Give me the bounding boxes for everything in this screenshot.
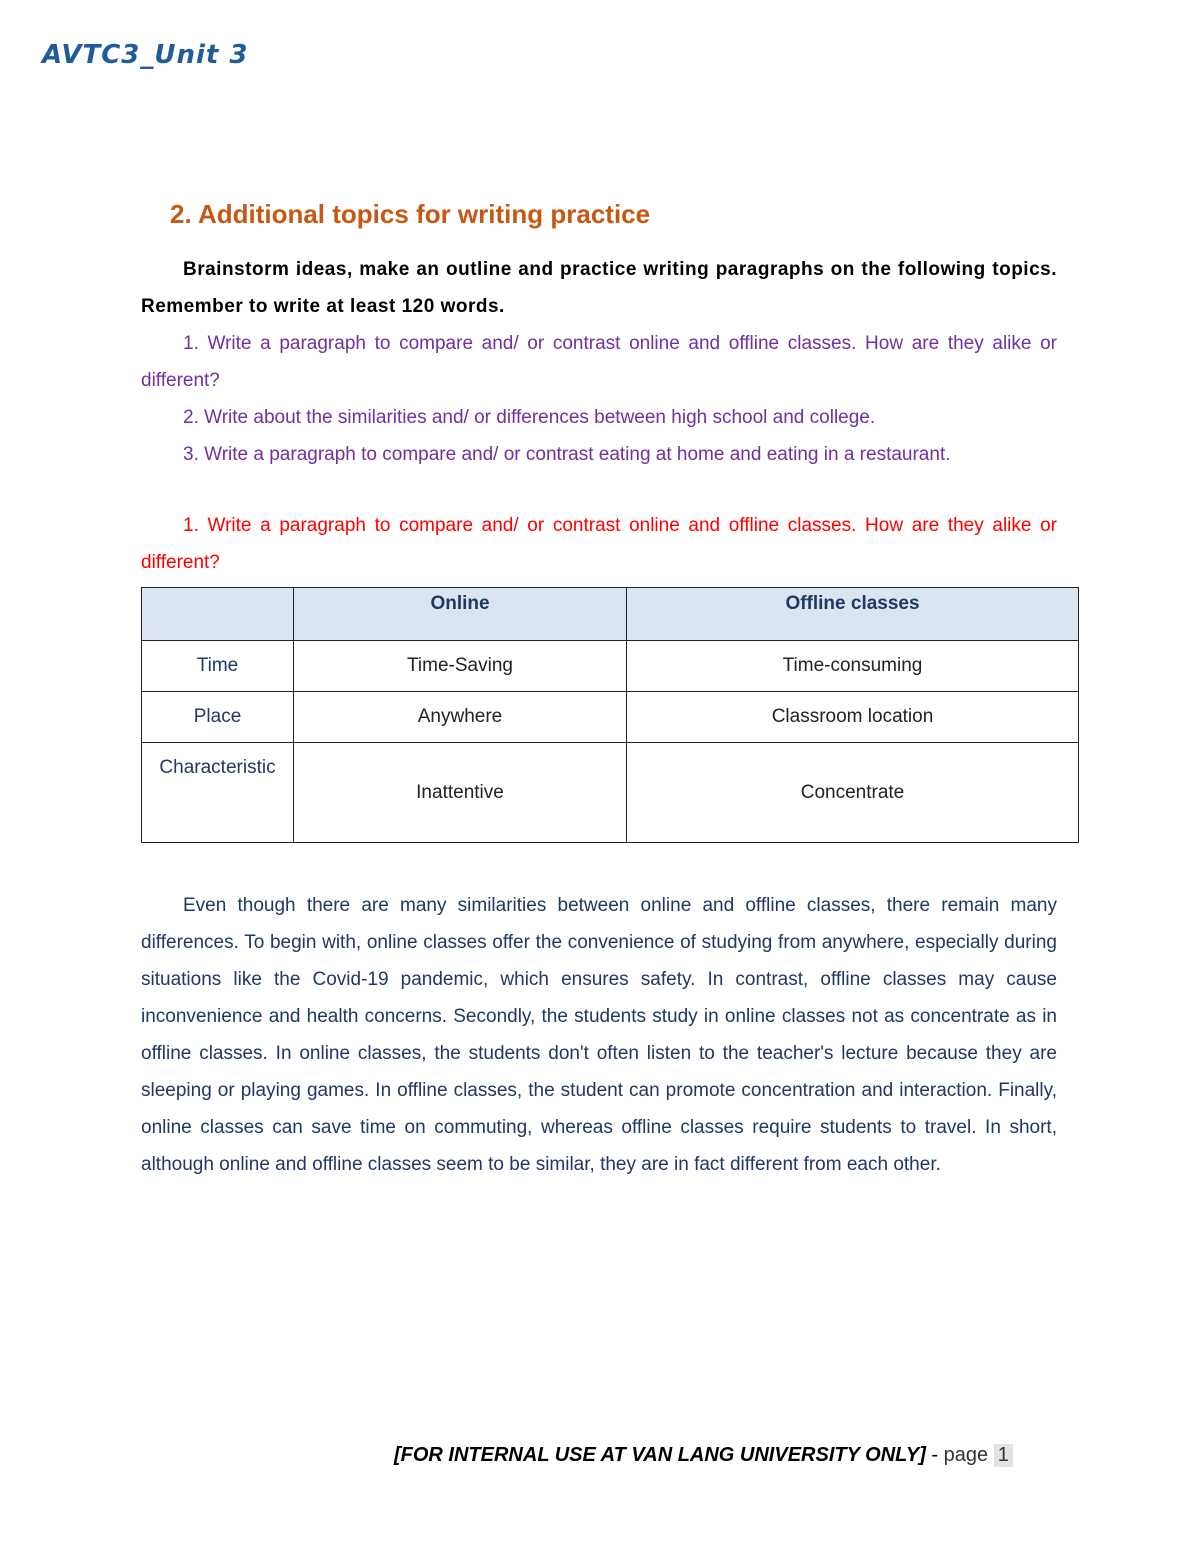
table-row-label: Characteristic — [142, 743, 294, 843]
topic-item-2: 2. Write about the similarities and/ or differences between high school and college. — [183, 407, 876, 428]
table-row — [142, 692, 1079, 743]
document-body — [141, 195, 1057, 1183]
table-cell-offline: Time-consuming — [627, 641, 1079, 692]
table-row-label: Time — [142, 641, 294, 692]
table-header-row — [142, 588, 1079, 641]
page-footer — [394, 1444, 1013, 1467]
table-cell-online: Inattentive — [294, 743, 627, 843]
table-cell-online: Time-Saving — [294, 641, 627, 692]
document-header-title: AVTC3_Unit 3 — [42, 40, 249, 70]
comparison-table — [141, 587, 1079, 843]
table-header-online: Online — [294, 588, 627, 641]
table-cell-offline: Concentrate — [627, 743, 1079, 843]
table-cell-online: Anywhere — [294, 692, 627, 743]
page-number: 1 — [994, 1444, 1013, 1467]
instructions-paragraph: Brainstorm ideas, make an outline and practice writing paragraphs on the following topics. Remember to write at least 120 words. — [141, 259, 1057, 317]
topic-item-1: 1. Write a paragraph to compare and/ or contrast online and offline classes. How are they alike or different? — [141, 333, 1057, 391]
footer-page-label: page — [943, 1444, 989, 1466]
essay-paragraph: Even though there are many similarities between online and offline classes, there remain many differences. To begin with, online classes offer the convenience of studying from anywhere, especially during situations like the Covid-19 pandemic, which ensures safety. In contrast, offline classes may cause inconvenience and health concerns. Secondly, the students study in online classes not as concentrate as in offline classes. In online classes, the students don't often listen to the teacher's lecture because they are sleeping or playing games. In offline classes, the student can promote concentration and interaction. Finally, online classes can save time on commuting, whereas offline classes require students to travel. In short, although online and offline classes seem to be similar, they are in fact different from each other. — [141, 895, 1057, 1175]
topic-item-3: 3. Write a paragraph to compare and/ or contrast eating at home and eating in a restaurant. — [183, 444, 951, 465]
selected-topic: 1. Write a paragraph to compare and/ or contrast online and offline classes. How are they alike or different? — [141, 515, 1057, 573]
section-heading: 2. Additional topics for writing practice — [170, 199, 651, 229]
footer-notice: [FOR INTERNAL USE AT VAN LANG UNIVERSITY ONLY] — [394, 1444, 926, 1466]
footer-separator: - — [925, 1444, 944, 1466]
table-row-label: Place — [142, 692, 294, 743]
table-row — [142, 641, 1079, 692]
table-cell-offline: Classroom location — [627, 692, 1079, 743]
table-header-offline: Offline classes — [627, 588, 1079, 641]
table-row — [142, 743, 1079, 843]
table-header-empty — [142, 588, 294, 641]
